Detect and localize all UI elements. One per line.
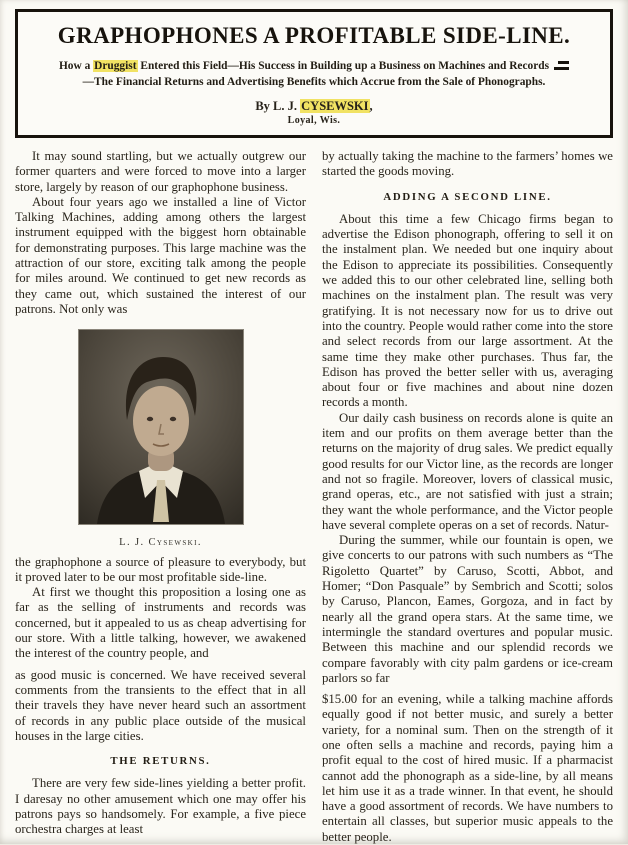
paragraph: by actually taking the machine to the farmers’ homes we started the goods moving. (322, 149, 613, 180)
right-column (322, 149, 613, 845)
portrait-figure (79, 330, 243, 550)
subtitle-text-line2: —The Financial Returns and Advertising Benefits which Accrue from the Sale of Phonographs. (83, 76, 546, 88)
section-heading-the-returns: THE RETURNS. (15, 754, 306, 769)
section-heading-adding-a-second-line: ADDING A SECOND LINE. (322, 190, 613, 205)
portrait-illustration (79, 330, 243, 524)
paragraph: It may sound startling, but we actually outgrew our former quarters and were forced to move into a larger store, largely by reason of our graphophone business. (15, 149, 306, 195)
highlighted-word-cysewski: CYSEWSKI (300, 99, 369, 113)
subtitle-text-pre: How a (59, 60, 93, 72)
paragraph: About four years ago we installed a line of Victor Talking Machines, adding among others the largest instrument equipped with the biggest horn obtainable for demonstrating purposes. This large machine was the attraction of our store, exciting talk among the people for miles around. We continued to get new records as they came out, which sustained the interest of our patrons. Not only was (15, 195, 306, 317)
byline-text-post: , (370, 99, 373, 113)
subtitle-text-mid: Entered this Field—His Success in Building up a Business on Machines and Records (138, 60, 550, 72)
left-column (15, 149, 306, 845)
paragraph: Our daily cash business on records alone is quite an item and our profits on them average better than the returns on the majority of drug sales. We predict equally good results for our Victor line, as the records are longer and not so fragile. Moreover, lovers of classical music, grand operas, etc., are not satisfied with just a strain; they want the whole performance, and the Victor people have several complete operas on a set of records. Natur- (322, 411, 613, 533)
article-subtitle (32, 59, 596, 90)
portrait-photo (79, 330, 243, 524)
paragraph: There are very few side-lines yielding a better profit. I daresay no other amusement which one may offer his patrons pays so handsomely. For example, a five piece orchestra charges at least (15, 776, 306, 837)
paragraph: the graphophone a source of pleasure to everybody, but it proved later to be our most profitable side-line. (15, 555, 306, 586)
article-title: GRAPHOPHONES A PROFITABLE SIDE-LINE. (28, 23, 600, 49)
article-body (0, 138, 628, 845)
byline-text-pre: By L. J. (255, 99, 300, 113)
byline (28, 99, 600, 114)
byline-location: Loyal, Wis. (28, 115, 600, 126)
paragraph: as good music is concerned. We have received several comments from the transients to the effect that in all their travels they have never heard such an assortment of records in any public place outside of the musical houses in the large cities. (15, 668, 306, 744)
paragraph: $15.00 for an evening, while a talking machine affords equally good if not better music, and surely a better variety, for a nominal sum. Then on the strength of it one often sells a machine and records, paying him a profit equal to the cost of hired music. If a pharmacist cannot add the phonograph as a side-line, by all means let him use it as a trade winner. In that event, he should have a good assortment of records. We have numbers to entertain all classes, but superior music appeals to the better people. (322, 692, 613, 845)
double-rule-icon (554, 61, 569, 70)
article-header-box (15, 9, 613, 138)
paragraph: About this time a few Chicago firms began to advertise the Edison phonograph, offering to sell it on the instalment plan. We needed but one inquiry about the Edison to appreciate its possibilities. Consequently we added this to our other celebrated line, selling both machines on the instalment plan. The result was very gratifying. It is not necessary now for us to drive out into the country. People would rather come into the store and select records from our large assortment. At the same time they make other purchases. Thus far, the Edison has proved the better seller with us, averaging about four or five machines and about nine dozen records a month. (322, 212, 613, 411)
photo-caption: L. J. Cysewski. (79, 535, 243, 550)
highlighted-word-druggist: Druggist (93, 60, 137, 72)
paragraph: During the summer, while our fountain is open, we give concerts to our patrons with such numbers as “The Rigoletto Quartet” by Caruso, Scotti, Abbot, and Homer; “Don Pasquale” by Sembrich and Scotti; solos by Caruso, Plancon, Eames, Gorgoza, and in fact by nearly all the grand opera stars. At the same time, we intermingle the standard overtures and popular music. Between this machine and our splendid records we compare favorably with city palm gardens or ice-cream parlors so far (322, 533, 613, 686)
paragraph: At first we thought this proposition a losing one as far as the selling of instruments and records was concerned, but it appealed to us as cheap advertising for our store. With a little talking, however, we awakened the interest of the country people, and (15, 585, 306, 661)
